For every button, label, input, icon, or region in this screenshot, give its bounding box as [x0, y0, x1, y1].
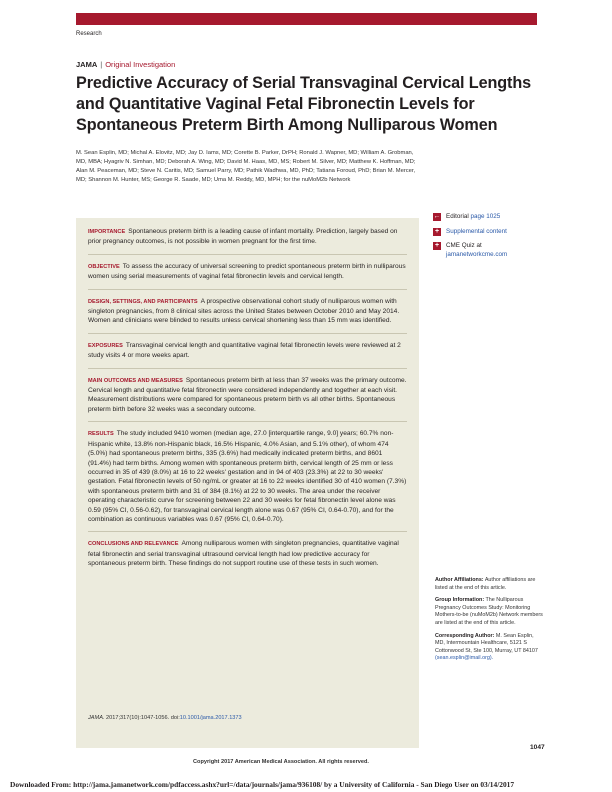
abstract-results: [88, 429, 407, 532]
header-color-bar: [76, 13, 537, 25]
section-label: Research: [76, 31, 102, 37]
kicker-separator: |: [100, 60, 103, 69]
author-affiliations: [435, 577, 545, 592]
abstract-box: [76, 218, 419, 748]
download-notice: Downloaded From: http://jama.jamanetwork.com/pdfaccess.ashx?url=/data/journals/jama/936108/ by a University of California - San Diego User on 03/14/2017: [10, 780, 515, 789]
author-list: M. Sean Esplin, MD; Michal A. Elovitz, MD; Jay D. Iams, MD; Corette B. Parker, DrPH; Ronald J. Wapner, MD; William A. Grobman, MD, MBA; Hyagriv N. Simhan, MD; Deborah A. Wing, MD; David M. Haas, MD, MS; Robert M. Silver, MD; Matthew K. Hoffman, MD; Alan M. Peaceman, MD; Steve N. Caritis, MD; Samuel Parry, MD; Pathik Wadhwa, MD, PhD; Tatiana Foroud, PhD; Brian M. Mercer, MD; Shannon M. Hunter, MS; George R. Saade, MD; Uma M. Reddy, MD, MPH; for the nuMoM2b Network: [76, 150, 416, 183]
page-number: 1047: [530, 744, 545, 751]
abstract-design: [88, 297, 407, 334]
abstract-text: A prospective observational cohort study of nulliparous women with singleton pregnancies, from 8 clinical sites across the United States between October 2010 and May 2014. Women and clinicians were blinded to results unless cervical shortening less than 15 mm was identified.: [88, 297, 400, 325]
cme-quiz-item[interactable]: [433, 242, 543, 259]
article-title: Predictive Accuracy of Serial Transvaginal Cervical Lengths and Quantitative Vaginal Fetal Fibronectin Levels for Spontaneous Preterm Birth Among Nulliparous Women: [76, 74, 532, 134]
editorial-text: [446, 213, 500, 222]
abstract-outcomes: [88, 376, 407, 423]
article-type: Original Investigation: [105, 60, 176, 69]
journal-name: JAMA: [76, 60, 98, 69]
corr-label: Corresponding Author:: [435, 632, 495, 639]
citation-ref: 2017;317(10):1047-1056. doi:: [104, 715, 180, 721]
abstract-text: The study included 9410 women (median age, 27.0 [interquartile range, 9.0] years; 60.7% non-Hispanic white, 13.8% non-Hispanic black, 16.5% Hispanic, 4.0% Asian, and 5.1% other), of whom 474 (5.0%) had spontaneous preterm births, 335 (3.6%) had medically indicated preterm births, and 8601 (91.4%) had term births. Among women with spontaneous preterm birth, cervical length of 25 mm or less occurred in 35 of 439 (8.0%) at 16 to 22 weeks' gestation and in 94 of 403 (23.3%) at 22 to 30 weeks' gestation. Fetal fibronectin levels of 50 ng/mL or greater at 16 to 22 weeks identified 30 of 410 women (7.3%) with spontaneous preterm birth and 31 of 384 (8.1%) at 22 to 30 weeks. The area under the receiver operating characteristic curve for screening between 22 and 30 weeks for fetal fibronectin level alone was 0.59 (95% CI, 0.56-0.62), for transvaginal cervical length alone was 0.67 (95% CI, 0.64-0.70), and for the combination as continuous variables was 0.67 (95% CI, 0.64-0.70).: [88, 430, 407, 523]
group-text: The Nulliparous Pregnancy Outcomes Study: Monitoring Mothers-to-be (nuMoM2b) Network members are listed at the end of this article.: [435, 597, 543, 626]
supplemental-item[interactable]: [433, 228, 543, 237]
citation-journal: JAMA.: [88, 715, 105, 721]
copyright-notice: Copyright 2017 American Medical Association. All rights reserved.: [193, 759, 369, 765]
group-label: Group Information:: [435, 597, 485, 604]
editorial-link-item[interactable]: [433, 213, 543, 222]
plus-icon: +: [434, 242, 440, 249]
abstract-heading: CONCLUSIONS AND RELEVANCE: [88, 541, 179, 548]
related-content-sidebar: [433, 213, 543, 265]
aff-label: Author Affiliations:: [435, 577, 484, 583]
abstract-importance: [88, 227, 407, 255]
corresponding-author: [435, 633, 545, 663]
abstract-objective: [88, 262, 407, 290]
abstract-text: Among nulliparous women with singleton pregnancies, quantitative vaginal fetal fibronectin and serial transvaginal ultrasound cervical length had low predictive accuracy for spontaneous preterm birth. These findings do not support routine use of these tests in such women.: [88, 540, 399, 568]
editorial-page-link[interactable]: page 1025: [470, 213, 501, 220]
abstract-heading: OBJECTIVE: [88, 263, 120, 270]
abstract-heading: DESIGN, SETTINGS, AND PARTICIPANTS: [88, 298, 198, 305]
arrow-left-icon: ←: [433, 213, 441, 220]
abstract-heading: RESULTS: [88, 431, 114, 438]
abstract-exposures: [88, 341, 407, 369]
abstract-text: Transvaginal cervical length and quantitative vaginal fetal fibronectin levels were reviewed at 2 study visits 4 or more weeks apart.: [88, 341, 401, 360]
abstract-heading: EXPOSURES: [88, 342, 123, 349]
cme-at: at: [476, 242, 482, 249]
doi-link[interactable]: 10.1001/jama.2017.1373: [179, 715, 242, 721]
abstract-text: Spontaneous preterm birth is a leading cause of infant mortality. Prediction, largely based on prior pregnancy outcomes, is not possible in women pregnant for the first time.: [88, 228, 398, 246]
abstract-text: To assess the accuracy of universal screening to predict spontaneous preterm birth in nulliparous women using serial measurements of vaginal fetal fibronectin levels and cervical length.: [88, 262, 406, 281]
abstract-conclusions: [88, 539, 407, 575]
abstract-heading: MAIN OUTCOMES AND MEASURES: [88, 377, 183, 384]
supplemental-link[interactable]: Supplemental content: [446, 227, 507, 235]
abstract-text: Spontaneous preterm birth at less than 37 weeks was the primary outcome. Cervical length and quantitative fetal fibronectin were considered independently and together at each visit. Measurement distributions were compared for spontaneous preterm birth vs all other births. Spontaneous preterm birth before 32 weeks was a secondary outcome.: [88, 376, 407, 413]
abstract-heading: IMPORTANCE: [88, 229, 126, 235]
cme-label: CME Quiz: [446, 242, 475, 249]
cme-text: [446, 242, 507, 259]
aff-text: Author affiliations are listed at the end of this article.: [435, 577, 536, 591]
plus-icon: +: [434, 227, 440, 235]
editorial-label: Editorial: [446, 213, 469, 220]
article-kicker: [76, 60, 175, 69]
cme-link[interactable]: jamanetworkcme.com: [446, 250, 508, 258]
corr-email-link[interactable]: (sean.esplin@imail.org).: [435, 655, 494, 662]
affiliations-block: [435, 577, 545, 668]
corr-text: M. Sean Esplin, MD, Intermountain Healthcare, 5121 S Cottonwood St, Ste 100, Murray, UT 84107: [435, 632, 538, 654]
group-information: [435, 597, 545, 627]
citation: [88, 715, 242, 721]
